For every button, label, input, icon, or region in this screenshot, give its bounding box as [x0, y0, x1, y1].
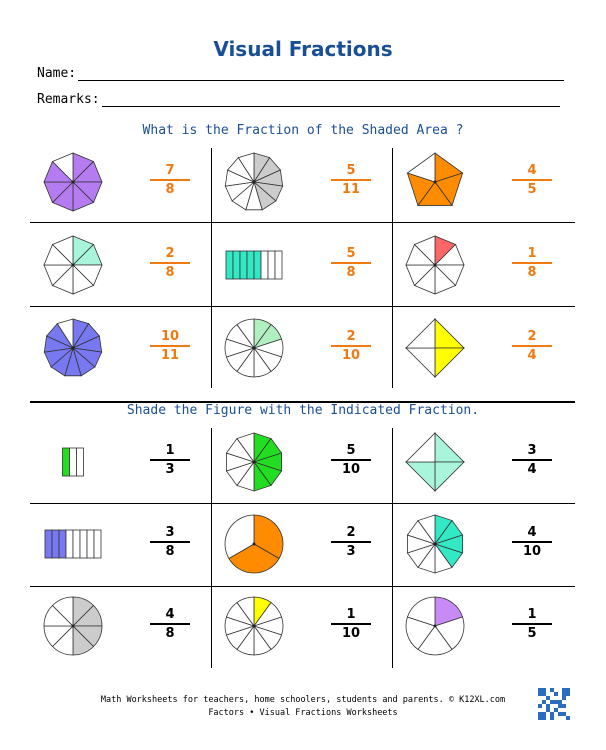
polygon-fraction-figure	[40, 149, 106, 215]
numerator: 5	[346, 443, 356, 458]
denominator: 5	[527, 626, 537, 641]
denominator: 10	[341, 626, 361, 641]
denominator: 5	[527, 182, 537, 197]
fraction-bar	[150, 459, 190, 461]
section1-title: What is the Fraction of the Shaded Area ?	[142, 123, 464, 138]
fraction-bar	[331, 345, 371, 347]
numerator: 2	[346, 525, 356, 540]
denominator: 8	[165, 544, 175, 559]
fraction-bar	[150, 541, 190, 543]
polygon-fraction-figure	[402, 232, 468, 298]
numerator: 1	[165, 443, 175, 458]
fraction-label	[329, 443, 373, 477]
denominator: 11	[160, 348, 180, 363]
circle-fraction-figure[interactable]	[402, 593, 468, 659]
page-title: Visual Fractions	[213, 37, 393, 61]
fraction-bar	[512, 623, 552, 625]
fraction-bar	[150, 345, 190, 347]
fraction-label	[329, 607, 373, 641]
fraction-bar	[150, 179, 190, 181]
footer-line1: Math Worksheets for teachers, home schoolers, students and parents. © K12XL.com	[100, 695, 506, 705]
fraction-bar	[150, 262, 190, 264]
fraction-cell	[211, 309, 392, 391]
fraction-bar	[512, 345, 552, 347]
fraction-label	[148, 443, 192, 477]
fraction-label	[329, 525, 373, 559]
polygon-fraction-figure[interactable]	[402, 511, 468, 577]
fraction-cell	[392, 587, 573, 669]
fraction-cell	[211, 587, 392, 669]
section2-title: Shade the Figure with the Indicated Fraction.	[126, 403, 480, 418]
fraction-bar	[512, 541, 552, 543]
numerator: 10	[160, 329, 180, 344]
numerator: 2	[527, 329, 537, 344]
denominator: 8	[165, 265, 175, 280]
fraction-bar	[331, 459, 371, 461]
fraction-label	[510, 525, 554, 559]
fraction-label	[148, 163, 192, 197]
denominator: 8	[165, 182, 175, 197]
circle-fraction-figure[interactable]	[221, 593, 287, 659]
circle-fraction-figure[interactable]	[221, 511, 287, 577]
denominator: 8	[165, 626, 175, 641]
name-input-line[interactable]	[78, 68, 564, 81]
fraction-bar	[331, 541, 371, 543]
fraction-cell	[392, 505, 573, 587]
fraction-cell	[211, 226, 392, 308]
polygon-fraction-figure	[402, 149, 468, 215]
fraction-label	[329, 246, 373, 280]
circle-fraction-figure	[221, 315, 287, 381]
bar-fraction-figure[interactable]	[40, 511, 106, 577]
numerator: 4	[527, 163, 537, 178]
qr-code-icon	[538, 688, 570, 720]
polygon-fraction-figure[interactable]	[221, 429, 287, 495]
fraction-bar	[331, 262, 371, 264]
fraction-label	[148, 525, 192, 559]
fraction-cell	[30, 309, 211, 391]
numerator: 1	[527, 246, 537, 261]
denominator: 8	[346, 265, 356, 280]
footer-line2: Factors • Visual Fractions Worksheets	[208, 708, 398, 718]
fraction-label	[148, 246, 192, 280]
fraction-cell	[211, 505, 392, 587]
remarks-input-line[interactable]	[102, 94, 560, 107]
numerator: 3	[527, 443, 537, 458]
numerator: 4	[165, 607, 175, 622]
numerator: 1	[527, 607, 537, 622]
fraction-label	[510, 329, 554, 363]
name-field[interactable]	[37, 66, 564, 81]
fraction-bar	[512, 459, 552, 461]
denominator: 3	[165, 462, 175, 477]
denominator: 10	[341, 348, 361, 363]
name-label: Name:	[37, 66, 77, 81]
fraction-cell	[392, 423, 573, 505]
fraction-cell	[30, 143, 211, 225]
numerator: 4	[527, 525, 537, 540]
circle-fraction-figure[interactable]	[40, 593, 106, 659]
fraction-cell	[30, 505, 211, 587]
denominator: 10	[341, 462, 361, 477]
fraction-label	[510, 443, 554, 477]
denominator: 4	[527, 348, 537, 363]
polygon-fraction-figure	[40, 315, 106, 381]
bar-fraction-figure[interactable]	[40, 429, 106, 495]
fraction-cell	[211, 423, 392, 505]
denominator: 3	[346, 544, 356, 559]
fraction-label	[148, 607, 192, 641]
numerator: 5	[346, 163, 356, 178]
numerator: 7	[165, 163, 175, 178]
numerator: 2	[346, 329, 356, 344]
fraction-label	[510, 246, 554, 280]
fraction-bar	[512, 262, 552, 264]
diamond-fraction-figure	[402, 315, 468, 381]
fraction-cell	[211, 143, 392, 225]
numerator: 5	[346, 246, 356, 261]
fraction-bar	[150, 623, 190, 625]
fraction-label	[510, 163, 554, 197]
numerator: 3	[165, 525, 175, 540]
fraction-label	[329, 163, 373, 197]
denominator: 11	[341, 182, 361, 197]
polygon-fraction-figure	[221, 149, 287, 215]
fraction-cell	[30, 423, 211, 505]
polygon-fraction-figure	[40, 232, 106, 298]
numerator: 1	[346, 607, 356, 622]
denominator: 8	[527, 265, 537, 280]
footer	[0, 694, 606, 720]
remarks-label: Remarks:	[37, 92, 100, 107]
fraction-cell	[392, 226, 573, 308]
fraction-label	[510, 607, 554, 641]
diamond-fraction-figure[interactable]	[402, 429, 468, 495]
fraction-cell	[30, 226, 211, 308]
fraction-label	[148, 329, 192, 363]
fraction-cell	[30, 587, 211, 669]
denominator: 4	[527, 462, 537, 477]
fraction-bar	[331, 179, 371, 181]
fraction-cell	[392, 309, 573, 391]
denominator: 10	[522, 544, 542, 559]
fraction-cell	[392, 143, 573, 225]
fraction-bar	[512, 179, 552, 181]
fraction-label	[329, 329, 373, 363]
numerator: 2	[165, 246, 175, 261]
remarks-field[interactable]	[37, 92, 560, 107]
bar-fraction-figure	[221, 232, 287, 298]
fraction-bar	[331, 623, 371, 625]
